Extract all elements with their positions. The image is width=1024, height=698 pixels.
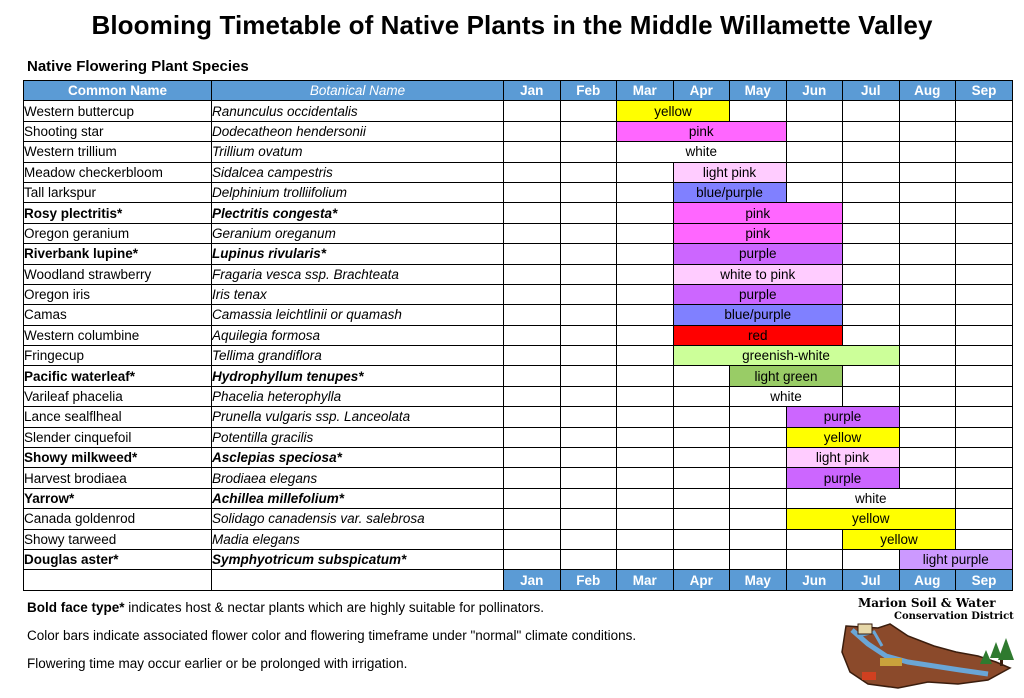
month-cell <box>730 427 787 447</box>
month-cell <box>730 101 787 121</box>
table-row <box>24 549 1013 569</box>
month-cell <box>560 203 617 223</box>
note-line-1 <box>27 600 636 628</box>
common-name-cell: Western columbine <box>24 325 212 345</box>
month-cell <box>617 162 674 182</box>
table-row <box>24 121 1013 141</box>
month-cell <box>956 346 1013 366</box>
note-line-3: Flowering time may occur earlier or be prolonged with irrigation. <box>27 656 408 671</box>
month-cell <box>843 305 900 325</box>
botanical-name-cell: Delphinium trolliifolium <box>212 182 504 202</box>
month-cell <box>560 264 617 284</box>
month-cell <box>673 407 730 427</box>
footer-blank <box>24 570 212 590</box>
month-cell <box>843 223 900 243</box>
table-row <box>24 448 1013 468</box>
table-row <box>24 509 1013 529</box>
month-header: Mar <box>617 81 674 101</box>
botanical-name-cell: Achillea millefolium* <box>212 488 504 508</box>
district-logo <box>838 596 1024 696</box>
month-header: Feb <box>560 81 617 101</box>
month-cell <box>560 162 617 182</box>
bloom-bar: blue/purple <box>673 305 843 325</box>
common-name-cell: Varileaf phacelia <box>24 386 212 406</box>
common-name-cell: Yarrow* <box>24 488 212 508</box>
common-name-cell: Oregon iris <box>24 284 212 304</box>
table-row <box>24 386 1013 406</box>
common-name-cell: Tall larkspur <box>24 182 212 202</box>
botanical-name-cell: Hydrophyllum tenupes* <box>212 366 504 386</box>
month-cell <box>899 244 956 264</box>
month-footer: Aug <box>899 570 956 590</box>
common-name-cell: Western trillium <box>24 142 212 162</box>
month-cell <box>786 182 843 202</box>
month-cell <box>899 223 956 243</box>
month-cell <box>560 366 617 386</box>
month-cell <box>786 162 843 182</box>
table-row <box>24 488 1013 508</box>
table-subtitle: Native Flowering Plant Species <box>27 58 249 75</box>
month-cell <box>504 549 561 569</box>
month-cell <box>956 101 1013 121</box>
bloom-bar: pink <box>617 121 787 141</box>
table-row <box>24 284 1013 304</box>
month-cell <box>956 366 1013 386</box>
blooming-table <box>23 80 1013 591</box>
month-cell <box>843 386 900 406</box>
table-row <box>24 427 1013 447</box>
month-cell <box>617 223 674 243</box>
month-cell <box>504 121 561 141</box>
month-cell <box>673 488 730 508</box>
month-cell <box>730 529 787 549</box>
common-name-cell: Camas <box>24 305 212 325</box>
month-cell <box>504 529 561 549</box>
month-cell <box>956 407 1013 427</box>
month-cell <box>786 101 843 121</box>
common-name-cell: Showy milkweed* <box>24 448 212 468</box>
month-cell <box>786 121 843 141</box>
table-row <box>24 529 1013 549</box>
month-cell <box>617 325 674 345</box>
month-cell <box>956 182 1013 202</box>
month-cell <box>617 468 674 488</box>
footer-row <box>24 570 1013 590</box>
month-cell <box>673 448 730 468</box>
month-cell <box>730 448 787 468</box>
month-cell <box>504 325 561 345</box>
month-cell <box>504 142 561 162</box>
month-cell <box>617 448 674 468</box>
month-cell <box>843 549 900 569</box>
table-row <box>24 264 1013 284</box>
month-cell <box>560 468 617 488</box>
common-name-cell: Shooting star <box>24 121 212 141</box>
month-cell <box>730 549 787 569</box>
month-footer: Mar <box>617 570 674 590</box>
month-cell <box>673 529 730 549</box>
month-cell <box>956 325 1013 345</box>
common-name-cell: Douglas aster* <box>24 549 212 569</box>
header-row <box>24 81 1013 101</box>
month-cell <box>843 121 900 141</box>
table-row <box>24 142 1013 162</box>
month-cell <box>560 509 617 529</box>
month-cell <box>899 305 956 325</box>
month-footer: Feb <box>560 570 617 590</box>
common-name-cell: Harvest brodiaea <box>24 468 212 488</box>
month-cell <box>956 162 1013 182</box>
month-cell <box>504 488 561 508</box>
month-cell <box>899 264 956 284</box>
month-cell <box>843 284 900 304</box>
month-cell <box>899 101 956 121</box>
table-row <box>24 325 1013 345</box>
bloom-bar: light green <box>730 366 843 386</box>
month-cell <box>956 305 1013 325</box>
month-cell <box>560 182 617 202</box>
month-cell <box>617 509 674 529</box>
bloom-bar: light pink <box>673 162 786 182</box>
table-row <box>24 182 1013 202</box>
month-header: Jan <box>504 81 561 101</box>
month-cell <box>560 142 617 162</box>
notes <box>27 600 636 684</box>
common-name-cell: Canada goldenrod <box>24 509 212 529</box>
month-cell <box>617 549 674 569</box>
month-cell <box>899 142 956 162</box>
month-cell <box>956 284 1013 304</box>
month-cell <box>617 264 674 284</box>
table-row <box>24 305 1013 325</box>
month-cell <box>617 488 674 508</box>
bloom-bar: greenish-white <box>673 346 899 366</box>
bloom-bar: purple <box>673 244 843 264</box>
note-bold-prefix: Bold face type* <box>27 600 125 615</box>
month-cell <box>560 427 617 447</box>
bloom-bar: light pink <box>786 448 899 468</box>
bloom-bar: pink <box>673 203 843 223</box>
month-cell <box>560 223 617 243</box>
botanical-name-cell: Lupinus rivularis* <box>212 244 504 264</box>
bloom-bar: yellow <box>786 509 956 529</box>
month-cell <box>956 264 1013 284</box>
column-header-botanical-name: Botanical Name <box>212 81 504 101</box>
month-footer: Sep <box>956 570 1013 590</box>
month-header: Sep <box>956 81 1013 101</box>
month-cell <box>504 305 561 325</box>
month-cell <box>617 346 674 366</box>
month-header: Apr <box>673 81 730 101</box>
month-cell <box>560 386 617 406</box>
page-title: Blooming Timetable of Native Plants in the Middle Willamette Valley <box>91 10 933 40</box>
month-cell <box>843 142 900 162</box>
month-cell <box>504 223 561 243</box>
month-cell <box>617 203 674 223</box>
bloom-bar: white <box>617 142 787 162</box>
month-cell <box>899 203 956 223</box>
month-cell <box>899 284 956 304</box>
month-cell <box>956 121 1013 141</box>
month-cell <box>843 244 900 264</box>
botanical-name-cell: Trillium ovatum <box>212 142 504 162</box>
common-name-cell: Western buttercup <box>24 101 212 121</box>
month-cell <box>617 244 674 264</box>
common-name-cell: Pacific waterleaf* <box>24 366 212 386</box>
common-name-cell: Oregon geranium <box>24 223 212 243</box>
botanical-name-cell: Phacelia heterophylla <box>212 386 504 406</box>
month-cell <box>504 203 561 223</box>
common-name-cell: Fringecup <box>24 346 212 366</box>
botanical-name-cell: Ranunculus occidentalis <box>212 101 504 121</box>
bloom-bar: white to pink <box>673 264 843 284</box>
month-cell <box>899 325 956 345</box>
month-cell <box>843 325 900 345</box>
logo-subtitle: Conservation District <box>894 611 1014 622</box>
month-cell <box>560 529 617 549</box>
month-cell <box>673 549 730 569</box>
month-header: Jun <box>786 81 843 101</box>
bloom-bar: purple <box>786 468 899 488</box>
plant-rows <box>24 101 1013 570</box>
bloom-bar: white <box>786 488 956 508</box>
month-footer: May <box>730 570 787 590</box>
botanical-name-cell: Symphyotricum subspicatum* <box>212 549 504 569</box>
month-cell <box>504 407 561 427</box>
common-name-cell: Riverbank lupine* <box>24 244 212 264</box>
month-cell <box>560 488 617 508</box>
month-cell <box>617 182 674 202</box>
bloom-bar: yellow <box>617 101 730 121</box>
county-map-icon <box>838 622 1024 694</box>
table-row <box>24 101 1013 121</box>
month-cell <box>560 448 617 468</box>
note-line-2: Color bars indicate associated flower color and flowering timeframe under "normal" climate conditions. <box>27 628 637 643</box>
month-cell <box>843 203 900 223</box>
month-cell <box>560 407 617 427</box>
botanical-name-cell: Potentilla gracilis <box>212 427 504 447</box>
botanical-name-cell: Sidalcea campestris <box>212 162 504 182</box>
month-cell <box>956 529 1013 549</box>
month-cell <box>504 427 561 447</box>
bloom-bar: light purple <box>899 549 1013 569</box>
month-cell <box>956 203 1013 223</box>
month-cell <box>843 182 900 202</box>
month-cell <box>956 509 1013 529</box>
month-cell <box>560 305 617 325</box>
bloom-bar: purple <box>786 407 899 427</box>
month-cell <box>899 182 956 202</box>
botanical-name-cell: Plectritis congesta* <box>212 203 504 223</box>
table-row <box>24 162 1013 182</box>
month-cell <box>504 101 561 121</box>
month-cell <box>504 264 561 284</box>
month-cell <box>786 529 843 549</box>
common-name-cell: Woodland strawberry <box>24 264 212 284</box>
column-header-common-name: Common Name <box>24 81 212 101</box>
common-name-cell: Lance sealﬂheal <box>24 407 212 427</box>
botanical-name-cell: Camassia leichtlinii or quamash <box>212 305 504 325</box>
month-cell <box>673 468 730 488</box>
month-cell <box>504 366 561 386</box>
month-cell <box>899 386 956 406</box>
table-row <box>24 244 1013 264</box>
month-cell <box>560 325 617 345</box>
bloom-bar: yellow <box>843 529 956 549</box>
bloom-bar: red <box>673 325 843 345</box>
table-row <box>24 407 1013 427</box>
month-cell <box>843 162 900 182</box>
month-cell <box>617 427 674 447</box>
month-cell <box>673 427 730 447</box>
month-cell <box>956 244 1013 264</box>
common-name-cell: Showy tarweed <box>24 529 212 549</box>
month-cell <box>504 162 561 182</box>
month-cell <box>617 529 674 549</box>
table-row <box>24 366 1013 386</box>
month-cell <box>899 346 956 366</box>
month-cell <box>899 407 956 427</box>
month-cell <box>560 121 617 141</box>
month-cell <box>956 223 1013 243</box>
month-cell <box>617 366 674 386</box>
month-cell <box>504 244 561 264</box>
month-cell <box>560 101 617 121</box>
month-cell <box>956 427 1013 447</box>
month-cell <box>956 142 1013 162</box>
month-cell <box>504 448 561 468</box>
month-cell <box>730 488 787 508</box>
month-header: May <box>730 81 787 101</box>
month-footer: Apr <box>673 570 730 590</box>
month-cell <box>560 284 617 304</box>
month-cell <box>504 509 561 529</box>
botanical-name-cell: Prunella vulgaris ssp. Lanceolata <box>212 407 504 427</box>
month-cell <box>504 182 561 202</box>
month-cell <box>899 366 956 386</box>
bloom-bar: purple <box>673 284 843 304</box>
month-cell <box>673 509 730 529</box>
botanical-name-cell: Fragaria vesca ssp. Brachteata <box>212 264 504 284</box>
month-header: Aug <box>899 81 956 101</box>
month-cell <box>843 366 900 386</box>
month-cell <box>560 346 617 366</box>
table-row <box>24 346 1013 366</box>
month-cell <box>786 549 843 569</box>
month-cell <box>786 142 843 162</box>
month-cell <box>899 162 956 182</box>
bloom-bar: pink <box>673 223 843 243</box>
botanical-name-cell: Brodiaea elegans <box>212 468 504 488</box>
month-cell <box>617 386 674 406</box>
common-name-cell: Rosy plectritis* <box>24 203 212 223</box>
footer-blank <box>212 570 504 590</box>
month-cell <box>560 244 617 264</box>
month-cell <box>956 386 1013 406</box>
month-cell <box>617 305 674 325</box>
month-cell <box>899 448 956 468</box>
month-cell <box>899 468 956 488</box>
botanical-name-cell: Iris tenax <box>212 284 504 304</box>
month-cell <box>899 121 956 141</box>
botanical-name-cell: Geranium oreganum <box>212 223 504 243</box>
botanical-name-cell: Madia elegans <box>212 529 504 549</box>
month-cell <box>843 101 900 121</box>
month-cell <box>956 468 1013 488</box>
table-row <box>24 203 1013 223</box>
month-cell <box>504 346 561 366</box>
common-name-cell: Meadow checkerbloom <box>24 162 212 182</box>
month-header: Jul <box>843 81 900 101</box>
month-cell <box>504 284 561 304</box>
month-footer: Jan <box>504 570 561 590</box>
note-line-1-text: indicates host & nectar plants which are highly suitable for pollinators. <box>124 600 545 615</box>
botanical-name-cell: Tellima grandiflora <box>212 346 504 366</box>
month-cell <box>956 488 1013 508</box>
month-cell <box>617 284 674 304</box>
month-cell <box>560 549 617 569</box>
month-cell <box>730 468 787 488</box>
table-row <box>24 223 1013 243</box>
common-name-cell: Slender cinquefoil <box>24 427 212 447</box>
bloom-bar: yellow <box>786 427 899 447</box>
month-footer: Jun <box>786 570 843 590</box>
month-cell <box>730 407 787 427</box>
month-cell <box>504 386 561 406</box>
month-cell <box>899 427 956 447</box>
table-row <box>24 468 1013 488</box>
month-cell <box>956 448 1013 468</box>
month-cell <box>673 386 730 406</box>
botanical-name-cell: Asclepias speciosa* <box>212 448 504 468</box>
bloom-bar: blue/purple <box>673 182 786 202</box>
botanical-name-cell: Dodecatheon hendersonii <box>212 121 504 141</box>
month-cell <box>730 509 787 529</box>
month-cell <box>673 366 730 386</box>
botanical-name-cell: Solidago canadensis var. salebrosa <box>212 509 504 529</box>
month-cell <box>843 264 900 284</box>
month-cell <box>504 468 561 488</box>
botanical-name-cell: Aquilegia formosa <box>212 325 504 345</box>
month-cell <box>617 407 674 427</box>
logo-name: Marion Soil & Water <box>858 596 996 610</box>
month-footer: Jul <box>843 570 900 590</box>
bloom-bar: white <box>730 386 843 406</box>
